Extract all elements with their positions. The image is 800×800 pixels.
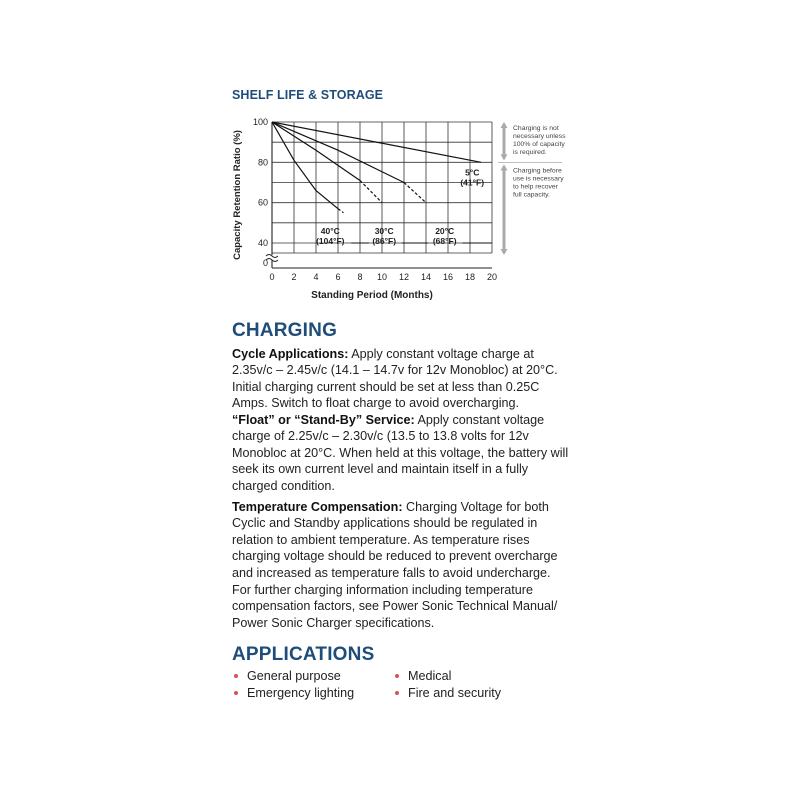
series-5-temp-c: 5°C — [465, 167, 480, 178]
annotation-top-line: Charging is not — [513, 125, 559, 132]
float-service-paragraph — [232, 412, 577, 494]
y-tick-label: 0 — [262, 258, 268, 268]
y-tick-label: 80 — [257, 157, 268, 168]
series-line-dashed — [338, 209, 344, 213]
y-axis-title: Capacity Retention Ratio (%) — [232, 130, 243, 260]
x-tick-label: 14 — [420, 272, 432, 282]
arrow-head — [501, 122, 508, 128]
annotation-top-line: 100% of capacity — [513, 141, 565, 148]
temperature-compensation-text: Charging Voltage for both Cyclic and Standby applications should be regulated in relation to ambient temperature. As temperature rises charging voltage should be reduced to prevent overcharge and increased as temperature falls to avoid undercharge. — [232, 500, 558, 580]
arrow-head — [501, 164, 508, 170]
x-tick-label: 20 — [486, 272, 498, 282]
x-tick-label: 18 — [464, 272, 476, 282]
temperature-compensation-paragraph — [232, 499, 577, 581]
applications-heading: APPLICATIONS — [232, 644, 375, 665]
series-line — [272, 122, 338, 209]
list-item: Emergency lighting — [232, 685, 354, 702]
x-tick-label: 6 — [335, 272, 341, 282]
y-tick-label: 60 — [257, 197, 268, 208]
series-line-dashed — [404, 183, 426, 203]
float-service-label: “Float” or “Stand-By” Service: — [232, 413, 415, 427]
y-tick-label: 100 — [252, 117, 268, 127]
temperature-compensation-label: Temperature Compensation: — [232, 500, 403, 514]
x-tick-label: 0 — [269, 272, 275, 282]
applications-list-col2 — [393, 668, 501, 702]
x-tick-label: 4 — [313, 272, 319, 282]
series-20-temp-f: (68°F) — [432, 236, 457, 246]
x-tick-label: 8 — [357, 272, 363, 282]
cycle-applications-label: Cycle Applications: — [232, 347, 349, 361]
series-40-temp-f: (104°F) — [316, 236, 345, 246]
series-30-temp-f: (86°F) — [372, 236, 397, 246]
arrow-head — [501, 154, 508, 160]
applications-list-col1 — [232, 668, 354, 702]
series-40-temp-c: 40°C — [320, 226, 340, 236]
list-item: Medical — [393, 668, 501, 685]
x-tick-label: 2 — [291, 272, 297, 282]
float-service-text: Apply constant voltage charge of 2.25v/c – 2.30v/c (13.5 to 13.8 volts for 12v Monobloc at 20°C. When held at this voltage, the battery will seek its own current level and maintain itself in a fully charged condition. — [232, 413, 569, 493]
annotation-top-line: necessary unless — [513, 133, 566, 140]
x-axis-title: Standing Period (Months) — [311, 290, 433, 301]
charging-heading: CHARGING — [232, 320, 338, 341]
x-tick-label: 10 — [376, 272, 388, 282]
series-30-temp-c: 30°C — [374, 226, 394, 236]
further-info-paragraph: For further charging information including temperature compensation factors, see Power Sonic Technical Manual/ Power Sonic Charger specifications. — [232, 583, 558, 630]
annotation-bottom-line: Charging before — [513, 167, 562, 175]
list-item: Fire and security — [393, 685, 501, 702]
series-line-dashed — [360, 180, 382, 202]
list-item: General purpose — [232, 668, 354, 685]
annotation-bottom-line: full capacity. — [513, 191, 550, 199]
cycle-applications-text: Apply constant voltage charge at 2.35v/c – 2.45v/c (14.1 – 14.7v for 12v Monobloc) at 20°C. Initial charging current should be set at less than 0.25C Amps. Switch to float charge to avoid overcharging. — [232, 347, 558, 411]
series-20-temp-c: 20°C — [435, 226, 455, 236]
shelf-life-title: SHELF LIFE & STORAGE — [232, 88, 384, 102]
annotation-bottom-line: use is necessary — [513, 175, 564, 183]
x-tick-label: 12 — [398, 272, 410, 282]
arrow-head — [501, 249, 508, 255]
annotation-bottom-line: to help recover — [513, 183, 558, 191]
y-tick-label: 40 — [257, 238, 268, 248]
series-5-temp-f: (41°F) — [460, 177, 485, 188]
annotation-top-line: is required. — [513, 149, 547, 156]
cycle-applications-paragraph — [232, 346, 577, 412]
x-tick-label: 16 — [442, 272, 454, 282]
shelf-life-chart — [228, 112, 588, 312]
